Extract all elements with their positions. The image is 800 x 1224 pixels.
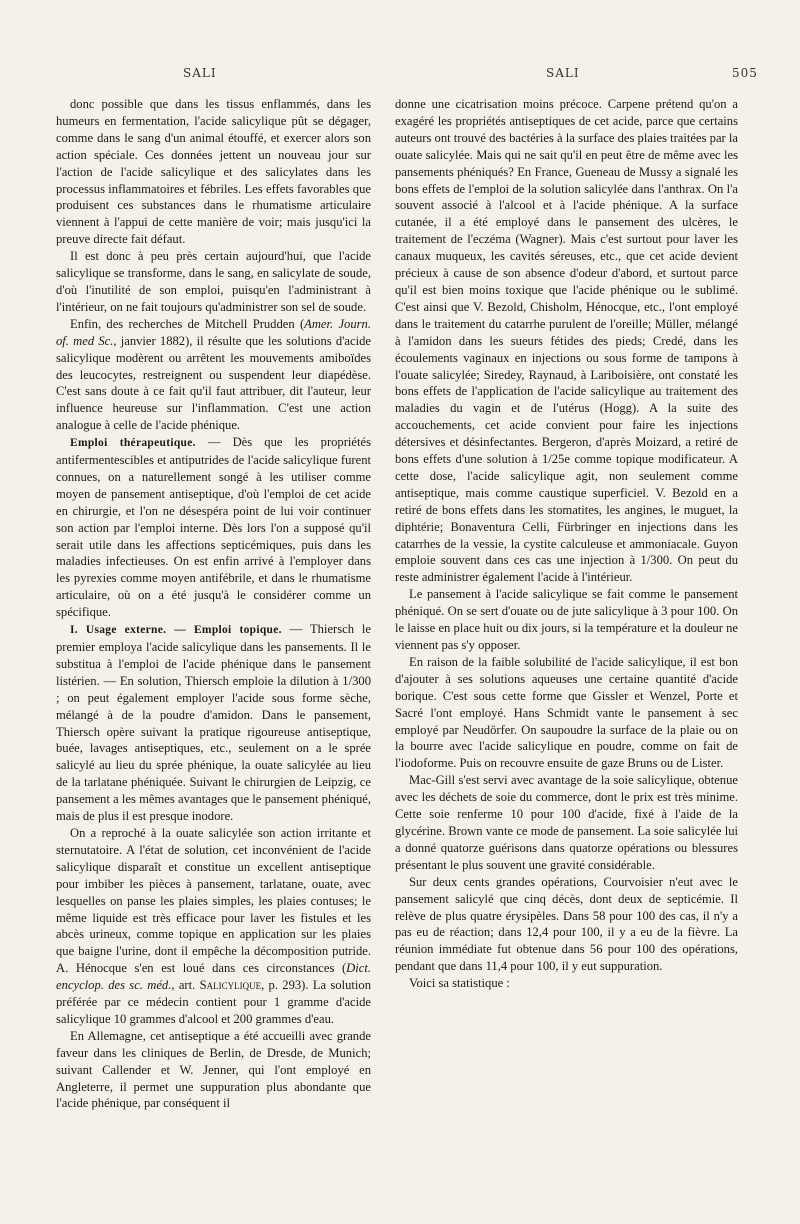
paragraph [395, 96, 738, 586]
paragraph [395, 772, 738, 873]
paragraph [395, 874, 738, 975]
paragraph-text: Le pansement à l'acide salicylique se fait comme le pansement phéniqué. On se sert d'ouate ou de jute salicylique à 3 pour 100. On le laisse en place huit ou dix jours, si la température et la douleur ne viennent pas s'y opposer. [395, 587, 738, 652]
paragraph-text: donne une cicatrisation moins précoce. Carpene prétend qu'on a exagéré les propriétés antiseptiques de cet acide, parce que certains auteurs ont trouvé des bactéries à la surface des plaies traitées par la ouate salicylée. Mais qui ne sait qu'il en peut être de même avec les pansements phéniqués? En France, Gueneau de Mussy a signalé les bons effets de l'emploi de la solution salicylée dans l'anthrax. On l'a souvent associé à l'alcool et à l'acide phénique. A la surface cutanée, il a été employé dans le pansement des ulcères, le traitement de l'eczéma (Wagner). Mais c'est surtout pour laver les canaux muqueux, les cavités séreuses, etc., que cet acide devient précieux à cause de son absence d'odeur d'abord, et surtout parce qu'il est bien moins toxique que l'acide phénique ou le sublimé. C'est ainsi que V. Bezold, Chisholm, Hénocque, etc., l'ont employé dans le traitement du catarrhe purulent de l'oreille; Müller, mélangé à l'amidon dans les sueurs fétides des pieds; Credé, dans les écoulements vaginaux en injections ou sous forme de tampons à l'ouate salicylée; Siredey, Raynaud, à Lariboisière, ont constaté les bons effets de l'application de l'acide salicylique au traitement des maladies du vagin et de l'utérus (Hogg). A la suite des accouchements, cet acide convient pour faire les injections détersives et désinfectantes. Bergeron, d'après Moizard, a retiré de bons effets d'une solution à 1/25e comme topique modificateur. A cette dose, l'acide salicylique agit, non seulement comme antiseptique, mais comme caustique superficiel. V. Bezold en a retiré de bons effets dans les stomatites, les angines, le muguet, la diphtérie; Bonaventura Celli, Fürbringer en injections dans les catarrhes de la vessie, la cystite calculeuse et ammoniacale. Guyon emploie souvent dans ces cas une injection à 1/300. On peut du reste administrer également l'acide à l'intérieur. [395, 97, 738, 585]
citation-title: Amer. Journ. of. med Sc. [56, 316, 371, 348]
paragraph-text: Voici sa statistique : [409, 976, 510, 991]
paragraph-text: En raison de la faible solubilité de l'acide salicylique, il est bon d'ajouter à ses solutions aqueuses une certaine quantité d'acide borique. C'est sous cette forme que Gissler et Wenzel, Porte et Sacré l'ont employé. Hans Schmidt vante le pansement à sec employé par Neudörfer. On saupoudre la surface de la plaie ou on la bourre avec l'acide salicylique en poudre, comme on fait de l'iodoforme. Puis on recouvre ensuite de gaze Bruns ou de Lister. [395, 654, 738, 771]
paragraph [395, 586, 738, 654]
paragraph [395, 654, 738, 772]
paragraph-text: , p. 293). La solution préférée par ce médecin contient pour 1 gramme d'acide salicylique 10 grammes d'alcool et 200 grammes d'eau. [56, 978, 371, 1026]
page-number: 505 [732, 66, 758, 80]
paragraph-text: Enfin, des recherches de Mitchell Prudden ( [70, 316, 305, 331]
paragraph [395, 975, 738, 992]
paragraph-text: , janvier 1882), il résulte que les solutions d'acide salicylique modèrent ou arrêtent les mouvements amiboïdes des leucocytes, restreignent ou suspendent leur diapédèse. C'est sans doute à ce fait qu'il faut attribuer, dit l'auteur, leur influence heureuse sur l'inflammation. C'est une action analogue à celle de l'acide phénique. [56, 333, 371, 433]
paragraph [56, 1028, 371, 1113]
paragraph-text: Sur deux cents grandes opérations, Courvoisier n'eut avec le pansement salicylé que cinq décès, dont deux de septicémie. Il relève de plus quatre érysipèles. Dans 58 pour 100 des cas, il n'y a pas eu de réaction; dans 12,4 pour 100, il y a eu de la fièvre. La réunion immédiate fut obtenue dans 56 pour 100 des opérations, pendant que dans 11,4 pour 100, il y eut suppuration. [395, 874, 738, 974]
citation-article: Salicylique [199, 978, 262, 993]
paragraph [56, 434, 371, 621]
citation-title: Dict. encyclop. des sc. méd. [56, 961, 371, 993]
paragraph [56, 621, 371, 825]
section-heading: Emploi thérapeutique. [70, 437, 196, 450]
right-column [395, 96, 738, 992]
left-column [56, 96, 371, 1112]
paragraph-text: Il est donc à peu près certain aujourd'hui, que l'acide salicylique se transforme, dans le sang, en salicylate de soude, d'où l'inutilité de son emploi, puisqu'en l'administrant à l'intérieur, on ne fait toujours qu'administrer son sel de soude. [56, 249, 371, 314]
paragraph-text: En Allemagne, cet antiseptique a été accueilli avec grande faveur dans les cliniques de Berlin, de Dresde, de Munich; suivant Callender et W. Jenner, qui l'ont employé en Angleterre, il permet une suppuration plus abondante que l'acide phénique, par conséquent il [56, 1028, 371, 1111]
section-heading: I. Usage externe. — Emploi topique. [70, 624, 282, 637]
paragraph-text: , art. [171, 978, 200, 993]
paragraph-text: On a reproché à la ouate salicylée son action irritante et sternutatoire. A l'état de solution, cet inconvénient de l'acide salicylique disparaît et constitue un excellent antiseptique pour imbiber les pièces à pansement, tarlatane, ouate, avec lesquelles on panse les plaies simples, les plaies contuses; le même liquide est très efficace pour laver les fistules et les abcès urineux, comme topique en application sur les plaies que baigne l'urine, dont il empêche la décomposition putride. A. Hénocque s'en est loué dans ces circonstances ( [56, 825, 371, 976]
running-head-right: SALI [546, 66, 580, 80]
paragraph-text: — Thiersch le premier employa l'acide salicylique dans les pansements. Il le substitua à l'emploi de l'acide phénique dans le pansement listérien. — En solution, Thiersch emploie la dilution à 1/300 ; on peut également employer l'acide sous forme sèche, mélangé à de la poudre d'amidon. Dans le pansement, Thiersch opère suivant la pratique rigoureuse antiseptique, buée, lavages antiseptiques, etc., seulement on a le sprée salicylé au lieu du sprée phénique, la ouate salicylée au lieu de la tarlatane phéniquée. Suivant le chirurgien de Leipzig, ce pansement a les mêmes avantages que le pansement phéniqué, mais de plus il est presque inodore. [56, 622, 371, 824]
paragraph [56, 825, 371, 1028]
paragraph [56, 316, 371, 434]
paragraph-text: donc possible que dans les tissus enflammés, dans les humeurs en fermentation, l'acide salicylique pût se dégager, comme dans le sang d'un animal étouffé, et exercer alors son action spéciale. Ces données jettent un nouveau jour sur l'action de l'acide salicylique et des salicylates dans les processus inflammatoires et fébriles. Les effets favorables que produisent ces substances dans le rhumatisme articulaire viennent à l'appui de cette manière de voir; mais jusqu'ici la preuve directe fait défaut. [56, 97, 371, 247]
paragraph [56, 96, 371, 248]
running-head-left: SALI [183, 66, 217, 80]
paragraph [56, 248, 371, 316]
paragraph-text: Mac-Gill s'est servi avec avantage de la soie salicylique, obtenue avec les déchets de soie du commerce, dont le prix est très minime. Cette soie renferme 10 pour 100 d'acide, fixé à l'aide de la glycérine. Brown vante ce mode de pansement. La soie salicylée lui a donné quatorze guérisons dans quatorze opérations ou blessures présentant le plus souvent une gravité considérable. [395, 773, 738, 872]
paragraph-text: — Dès que les propriétés antifermentescibles et antiputrides de l'acide salicylique furent connues, on a naturellement songé à les utiliser comme moyen de pansement antiseptique, d'où l'emploi de cet acide en chirurgie, et l'on ne désespéra point de lui voir continuer son action par l'emploi interne. Dès lors l'on a supposé qu'il serait utile dans les affections septicémiques, puis dans les maladies infectieuses. On est enfin arrivé à l'employer dans les pyrexies comme moyen antifébrile, et dans le rhumatisme articulaire, où on a été jusqu'à le considérer comme un spécifique. [56, 435, 372, 620]
